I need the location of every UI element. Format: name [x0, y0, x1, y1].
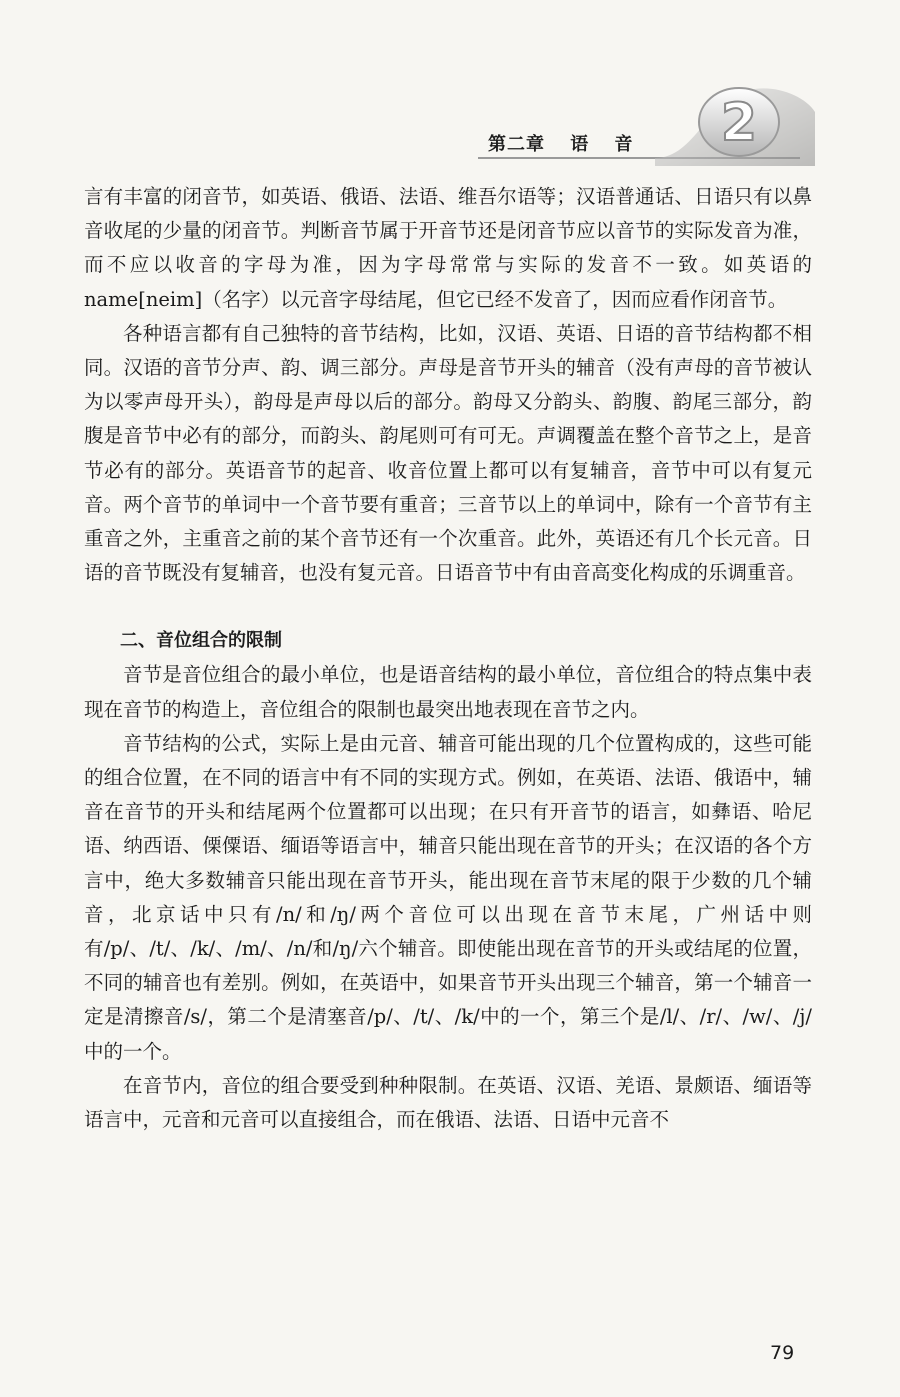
chapter-number-badge	[655, 82, 815, 166]
chapter-title: 第二章 语 音	[488, 134, 634, 155]
page-body	[84, 180, 812, 1137]
chapter-number: 2	[720, 93, 758, 153]
section-heading: 二、音位组合的限制	[120, 630, 282, 652]
paragraph: 音节结构的公式，实际上是由元音、辅音可能出现的几个位置构成的，这些可能的组合位置，在不同的语言中有不同的实现方式。例如，在英语、法语、俄语中，辅音在音节的开头和结尾两个位置都可以出现；在只有开音节的语言，如彝语、哈尼语、纳西语、傈僳语、缅语等语言中，辅音只能出现在音节的开头；在汉语的各个方言中，绝大多数辅音只能出现在音节开头，能出现在音节末尾的限于少数的几个辅音，北京话中只有/n/和/ŋ/两个音位可以出现在音节末尾，广州话中则有/p/、/t/、/k/、/m/、/n/和/ŋ/六个辅音。即使能出现在音节的开头或结尾的位置，不同的辅音也有差别。例如，在英语中，如果音节开头出现三个辅音，第一个辅音一定是清擦音/s/，第二个是清塞音/p/、/t/、/k/中的一个，第三个是/l/、/r/、/w/、/j/中的一个。	[84, 731, 812, 1063]
paragraph: 在音节内，音位的组合要受到种种限制。在英语、汉语、羌语、景颇语、缅语等语言中，元音和元音可以直接组合，而在俄语、法语、日语中元音不	[84, 1073, 812, 1132]
paragraph: 言有丰富的闭音节，如英语、俄语、法语、维吾尔语等；汉语普通话、日语只有以鼻音收尾的少量的闭音节。判断音节属于开音节还是闭音节应以音节的实际发音为准，而不应以收音的字母为准，因为字母常常与实际的发音不一致。如英语的 name[neim]（名字）以元音字母结尾，但它已经不发音了，因而应看作闭音节。	[84, 185, 812, 311]
page-number: 79	[770, 1342, 795, 1364]
paragraph: 音节是音位组合的最小单位，也是语音结构的最小单位，音位组合的特点集中表现在音节的构造上，音位组合的限制也最突出地表现在音节之内。	[84, 663, 812, 721]
paragraph: 各种语言都有自己独特的音节结构，比如，汉语、英语、日语的音节结构都不相同。汉语的音节分声、韵、调三部分。声母是音节开头的辅音（没有声母的音节被认为以零声母开头），韵母是声母以后的部分。韵母又分韵头、韵腹、韵尾三部分，韵腹是音节中必有的部分，而韵头、韵尾则可有可无。声调覆盖在整个音节之上，是音节必有的部分。英语音节的起音、收音位置上都可以有复辅音，音节中可以有复元音。两个音节的单词中一个音节要有重音；三音节以上的单词中，除有一个音节有主重音之外，主重音之前的某个音节还有一个次重音。此外，英语还有几个长元音。日语的音节既没有复辅音，也没有复元音。日语音节中有由音高变化构成的乐调重音。	[84, 321, 812, 585]
running-header	[0, 0, 900, 165]
